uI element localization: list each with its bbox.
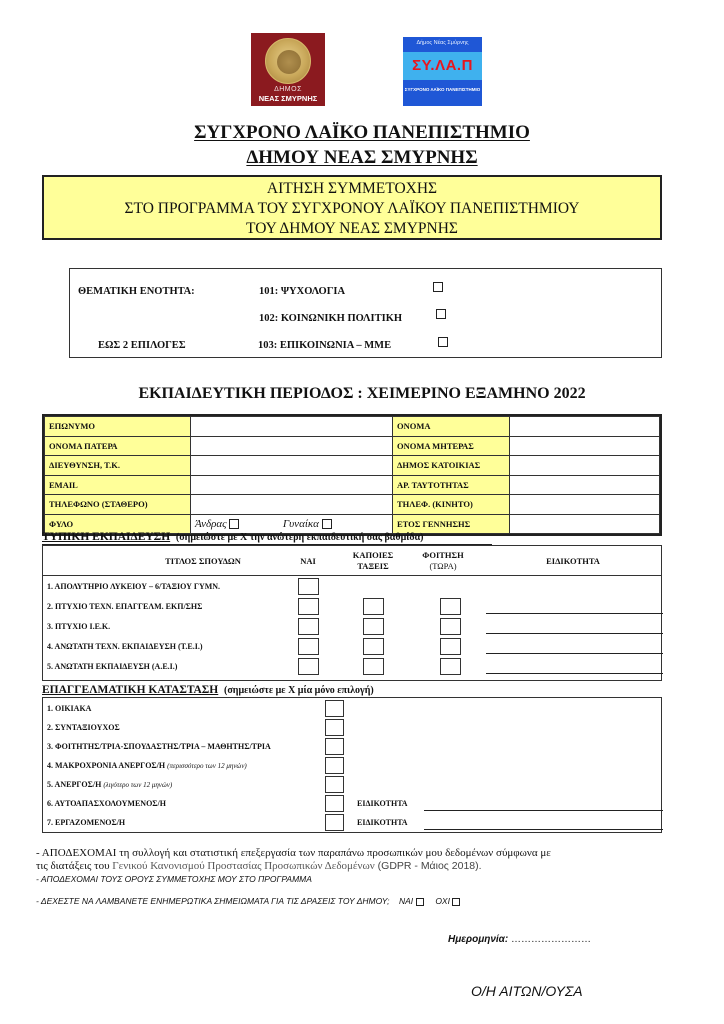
- logo-right-top: Δήμος Νέας Σμύρνης: [416, 40, 469, 46]
- app-line1: ΑΙΤΗΣΗ ΣΥΜΜΕΤΟΧΗΣ: [266, 180, 438, 197]
- app-line3: ΤΟΥ ΔΗΜΟΥ ΝΕΑΣ ΣΜΥΡΝΗΣ: [246, 220, 458, 237]
- logo-right-bottom: ΣΥΓΧΡΟΝΟ ΛΑΪΚΟ ΠΑΝΕΠΙΣΤΗΜΙΟ: [404, 87, 481, 92]
- checkbox-103[interactable]: [438, 337, 448, 347]
- edu-5-studying-checkbox[interactable]: [440, 658, 461, 675]
- date-field[interactable]: [448, 934, 591, 945]
- landline-field[interactable]: [191, 495, 393, 515]
- field-label: ΑΡ. ΤΑΥΤΟΤΗΤΑΣ: [393, 475, 510, 495]
- address-field[interactable]: [191, 456, 393, 476]
- emp-1-checkbox[interactable]: [325, 700, 344, 717]
- edu-5-specialty-line[interactable]: [486, 673, 663, 674]
- emp-2-checkbox[interactable]: [325, 719, 344, 736]
- field-label: ΤΗΛΕΦ. (ΚΙΝΗΤΟ): [393, 495, 510, 515]
- first-name-field[interactable]: [510, 417, 660, 437]
- employment-note: (σημειώστε με Χ μία μόνο επιλογή): [224, 685, 374, 696]
- field-label: ΦΥΛΟ: [45, 514, 191, 534]
- thematic-option-101: 101: ΨΥΧΟΛΟΓΙΑ: [259, 286, 346, 297]
- list-item: 2. ΠΤΥΧΙΟ ΤΕΧΝ. ΕΠΑΓΓΕΛΜ. ΕΚΠ/ΣΗΣ: [47, 602, 203, 611]
- sylap-logo: [403, 37, 482, 106]
- emp-7-specialty-label: ΕΙΔΙΚΟΤΗΤΑ: [357, 818, 408, 827]
- list-item: 4. ΜΑΚΡΟΧΡΟΝΙΑ ΑΝΕΡΓΟΣ/Η (περισσότερο των 12 μηνών): [47, 761, 247, 770]
- edu-4-yes-checkbox[interactable]: [298, 638, 319, 655]
- terms-consent: - ΑΠΟΔΕΧΟΜΑΙ ΤΟΥΣ ΟΡΟΥΣ ΣΥΜΜΕΤΟΧΗΣ ΜΟΥ ΣΤΟ ΠΡΟΓΡΑΜΜΑ: [36, 874, 312, 884]
- personal-data-table: [42, 414, 662, 536]
- table-row: [45, 495, 660, 515]
- list-item: 5. ΑΝΕΡΓΟΣ/Η (λιγότερο των 12 μηνών): [47, 780, 173, 789]
- newsletter-no-checkbox[interactable]: [452, 898, 460, 906]
- col-some: ΚΑΠΟΙΕΣ ΤΑΞΕΙΣ: [352, 550, 394, 571]
- newsletter-yes-checkbox[interactable]: [416, 898, 424, 906]
- list-item: 6. ΑΥΤΟΑΠΑΣΧΟΛΟΥΜΕΝΟΣ/Η: [47, 799, 166, 808]
- thematic-option-103: 103: ΕΠΙΚΟΙΝΩΝΙΑ – ΜΜΕ: [258, 340, 392, 351]
- field-label: ΕΤΟΣ ΓΕΝΝΗΣΗΣ: [393, 514, 510, 534]
- field-label: ΟΝΟΜΑ: [393, 417, 510, 437]
- edu-2-studying-checkbox[interactable]: [440, 598, 461, 615]
- edu-3-specialty-line[interactable]: [486, 633, 663, 634]
- edu-4-specialty-line[interactable]: [486, 653, 663, 654]
- edu-1-yes-checkbox[interactable]: [298, 578, 319, 595]
- table-row: [45, 475, 660, 495]
- col-specialty: ΕΙΔΙΚΟΤΗΤΑ: [546, 556, 600, 566]
- edu-3-studying-checkbox[interactable]: [440, 618, 461, 635]
- education-table: [42, 545, 662, 681]
- date-value[interactable]: ……………………: [511, 934, 591, 945]
- table-row: [45, 417, 660, 437]
- emp-4-checkbox[interactable]: [325, 757, 344, 774]
- col-yes: ΝΑΙ: [300, 556, 316, 566]
- application-header-box: [42, 175, 662, 240]
- emp-6-checkbox[interactable]: [325, 795, 344, 812]
- education-heading: ΤΥΠΙΚΗ ΕΚΠΑΙΔΕΥΣΗ (σημειώστε με Χ την ανώτερη εκπαιδευτική σας βαθμίδα): [42, 531, 424, 543]
- edu-4-some-checkbox[interactable]: [363, 638, 384, 655]
- municipality-field[interactable]: [510, 456, 660, 476]
- list-item: 3. ΦΟΙΤΗΤΗΣ/ΤΡΙΑ-ΣΠΟΥΔΑΣΤΗΣ/ΤΡΙΑ – ΜΑΘΗΤΗΣ/ΤΡΙΑ: [47, 742, 271, 751]
- gender-female-checkbox[interactable]: [322, 519, 332, 529]
- app-line2: ΣΤΟ ΠΡΟΓΡΑΜΜΑ ΤΟΥ ΣΥΓΧΡΟΝΟΥ ΛΑΪΚΟΥ ΠΑΝΕΠΙΣΤΗΜΙΟΥ: [124, 200, 580, 217]
- education-table-header: [43, 546, 661, 576]
- list-item: 4. ΑΝΩΤΑΤΗ ΤΕΧΝ. ΕΚΠΑΙΔΕΥΣΗ (Τ.Ε.Ι.): [47, 642, 203, 651]
- emp-5-checkbox[interactable]: [325, 776, 344, 793]
- list-item: 1. ΑΠΟΛΥΤΗΡΙΟ ΛΥΚΕΙΟΥ – 6/ΤΑΞΙΟΥ ΓΥΜΝ.: [47, 582, 221, 591]
- edu-4-studying-checkbox[interactable]: [440, 638, 461, 655]
- emp-7-checkbox[interactable]: [325, 814, 344, 831]
- list-item: 2. ΣΥΝΤΑΞΙΟΥΧΟΣ: [47, 723, 120, 732]
- title-line2: ΔΗΜΟΥ ΝΕΑΣ ΣΜΥΡΝΗΣ: [246, 147, 478, 168]
- logo-left-line1: ΔΗΜΟΣ: [274, 86, 302, 93]
- employment-heading: ΕΠΑΓΓΕΛΜΑΤΙΚΗ ΚΑΤΑΣΤΑΣΗ (σημειώστε με Χ μία μόνο επιλογή): [42, 684, 374, 696]
- emp-7-specialty-line[interactable]: [424, 829, 663, 830]
- emp-3-checkbox[interactable]: [325, 738, 344, 755]
- gender-male-checkbox[interactable]: [229, 519, 239, 529]
- list-item: 3. ΠΤΥΧΙΟ Ι.Ε.Κ.: [47, 622, 111, 631]
- emp-6-specialty-line[interactable]: [424, 810, 663, 811]
- list-item: 7. ΕΡΓΑΖΟΜΕΝΟΣ/Η: [47, 818, 126, 827]
- date-label: Ημερομηνία:: [448, 934, 509, 945]
- thematic-label: ΘΕΜΑΤΙΚΗ ΕΝΟΤΗΤΑ:: [78, 286, 195, 297]
- field-label: ΕΠΩΝΥΜΟ: [45, 417, 191, 437]
- newsletter-no-label: ΟΧΙ: [435, 896, 450, 906]
- field-label: ΟΝΟΜΑ ΜΗΤΕΡΑΣ: [393, 436, 510, 456]
- municipality-logo: [251, 33, 325, 106]
- gdpr-consent: - ΑΠΟΔΕΧΟΜΑΙ τη συλλογή και στατιστική επεξεργασία των παραπάνω προσωπικών μου δεδομένων σύμφωνα με: [36, 847, 551, 859]
- table-row: [45, 436, 660, 456]
- edu-3-some-checkbox[interactable]: [363, 618, 384, 635]
- page-title: [0, 120, 724, 170]
- edu-2-specialty-line[interactable]: [486, 613, 663, 614]
- surname-field[interactable]: [191, 417, 393, 437]
- mother-name-field[interactable]: [510, 436, 660, 456]
- gender-female-label: Γυναίκα: [282, 517, 319, 530]
- field-label: ΔΗΜΟΣ ΚΑΤΟΙΚΙΑΣ: [393, 456, 510, 476]
- field-label: ΟΝΟΜΑ ΠΑΤΕΡΑ: [45, 436, 191, 456]
- thematic-section: [69, 268, 662, 358]
- list-item: 1. ΟΙΚΙΑΚΑ: [47, 704, 92, 713]
- employment-table: [42, 697, 662, 833]
- edu-2-yes-checkbox[interactable]: [298, 598, 319, 615]
- email-field[interactable]: [191, 475, 393, 495]
- edu-3-yes-checkbox[interactable]: [298, 618, 319, 635]
- title-line1: ΣΥΓΧΡΟΝΟ ΛΑΪΚΟ ΠΑΝΕΠΙΣΤΗΜΙΟ: [194, 122, 530, 143]
- gender-male-label: Άνδρας: [195, 517, 227, 530]
- birth-year-field[interactable]: [510, 514, 660, 534]
- education-note: (σημειώστε με Χ την ανώτερη εκπαιδευτική σας βαθμίδα): [175, 532, 424, 543]
- col-studying: ΦΟΙΤΗΣΗ (ΤΩΡΑ): [422, 550, 464, 571]
- newsletter-yes-label: ΝΑΙ: [398, 896, 414, 906]
- emp-6-specialty-label: ΕΙΔΙΚΟΤΗΤΑ: [357, 799, 408, 808]
- col-title: ΤΙΤΛΟΣ ΣΠΟΥΔΩΝ: [165, 556, 241, 566]
- edu-5-some-checkbox[interactable]: [363, 658, 384, 675]
- signature-label: Ο/Η ΑΙΤΩΝ/ΟΥΣΑ: [471, 983, 583, 999]
- thematic-option-102: 102: ΚΟΙΝΩΝΙΚΗ ΠΟΛΙΤΙΚΗ: [259, 313, 403, 324]
- consent-section: - ΑΠΟΔΕΧΟΜΑΙ τη συλλογή και στατιστική επεξεργασία των παραπάνω προσωπικών μου δεδομένων σύμφωνα με τις διατάξεις του Γενικού Κανονισμού Προστασίας Προσωπικών Δεδομένων (GDPR - Μάιος 2018). - ΑΠΟΔΕΧΟΜΑΙ ΤΟΥΣ ΟΡΟΥΣ ΣΥΜΜΕΤΟΧΗΣ ΜΟΥ ΣΤΟ ΠΡΟΓΡΑΜΜΑ - ΔΕΧΕΣΤΕ ΝΑ ΛΑΜΒΑΝΕΤΕ ΕΝΗΜΕΡΩΤΙΚΑ ΣΗΜΕΙΩΜΑΤΑ ΓΙΑ ΤΙΣ ΔΡΑΣΕΙΣ ΤΟΥ ΔΗΜΟΥ; ΝΑΙ ΟΧΙ: [36, 847, 636, 908]
- edu-5-yes-checkbox[interactable]: [298, 658, 319, 675]
- checkbox-101[interactable]: [433, 282, 443, 292]
- logo-left-line2: ΝΕΑΣ ΣΜΥΡΝΗΣ: [258, 94, 318, 103]
- id-number-field[interactable]: [510, 475, 660, 495]
- field-label: ΤΗΛΕΦΩΝΟ (ΣΤΑΘΕΡΟ): [45, 495, 191, 515]
- father-name-field[interactable]: [191, 436, 393, 456]
- logo-right-mark: ΣΥ.ΛΑ.Π: [412, 57, 473, 74]
- edu-2-some-checkbox[interactable]: [363, 598, 384, 615]
- table-row: [45, 456, 660, 476]
- thematic-limit: ΕΩΣ 2 ΕΠΙΛΟΓΕΣ: [98, 340, 186, 351]
- field-label: EMAIL: [45, 475, 191, 495]
- mobile-field[interactable]: [510, 495, 660, 515]
- checkbox-102[interactable]: [436, 309, 446, 319]
- newsletter-question: - ΔΕΧΕΣΤΕ ΝΑ ΛΑΜΒΑΝΕΤΕ ΕΝΗΜΕΡΩΤΙΚΑ ΣΗΜΕΙΩΜΑΤΑ ΓΙΑ ΤΙΣ ΔΡΑΣΕΙΣ ΤΟΥ ΔΗΜΟΥ; ΝΑΙ ΟΧΙ: [36, 895, 636, 908]
- seal-emblem-icon: [265, 38, 311, 84]
- field-label: ΔΙΕΥΘΥΝΣΗ, Τ.Κ.: [45, 456, 191, 476]
- list-item: 5. ΑΝΩΤΑΤΗ ΕΚΠΑΙΔΕΥΣΗ (Α.Ε.Ι.): [47, 662, 178, 671]
- education-period: ΕΚΠΑΙΔΕΥΤΙΚΗ ΠΕΡΙΟΔΟΣ : ΧΕΙΜΕΡΙΝΟ ΕΞΑΜΗΝΟ 2022: [138, 385, 586, 402]
